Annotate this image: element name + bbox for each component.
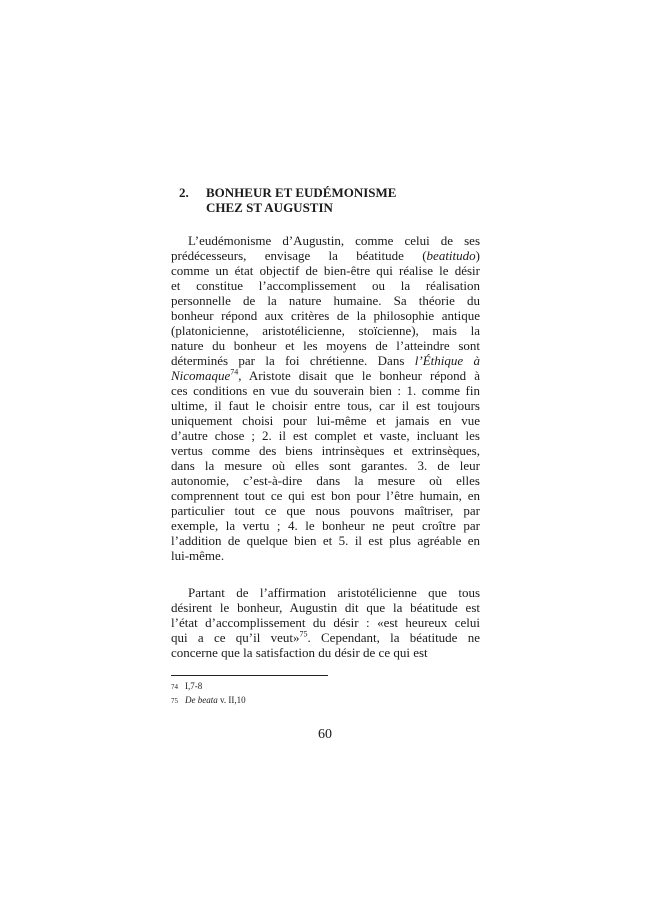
- text-segment: d’autre chose ; 2. il est complet et vaste, incluant les: [171, 428, 480, 443]
- text-line: [171, 353, 480, 368]
- text-segment: L’eudémonisme d’Augustin, comme celui de ses: [188, 233, 480, 248]
- text-line: [171, 413, 480, 428]
- text-segment: comprennent tout ce qui est bon pour l’être humain, en: [171, 488, 480, 503]
- footnote-74: [171, 680, 202, 693]
- text-line: [171, 630, 480, 645]
- text-line: [171, 323, 480, 338]
- text-segment: concerne que la satisfaction du désir de ce qui est: [171, 645, 428, 660]
- text-segment: vertus comme des biens intrinsèques et extrinsèques,: [171, 443, 480, 458]
- text-segment: . Cependant, la béatitude ne: [307, 630, 480, 645]
- heading-line-2: CHEZ ST AUGUSTIN: [206, 200, 333, 215]
- footnote-75: [171, 694, 246, 707]
- text-segment: déterminés par la foi chrétienne. Dans: [171, 353, 415, 368]
- text-segment: l’état d’accomplissement du désir : «est heureux celui: [171, 615, 480, 630]
- footnote-text: I,7-8: [185, 681, 203, 691]
- text-line: [171, 585, 480, 600]
- text-segment: autonomie, c’est-à-dire dans la mesure où elles: [171, 473, 480, 488]
- text-line: [171, 233, 480, 248]
- text-segment: prédécesseurs, envisage la béatitude (: [171, 248, 427, 263]
- text-line: [171, 383, 480, 398]
- heading-line-1: BONHEUR ET EUDÉMONISME: [206, 185, 397, 200]
- italic-text: Nicomaque: [171, 368, 231, 383]
- text-line: [171, 368, 480, 383]
- paragraph-2: [171, 585, 480, 660]
- footnote-separator: [171, 675, 328, 676]
- italic-text: l’Éthique à: [414, 353, 480, 368]
- text-segment: et constitue l’accomplissement ou la réalisation: [171, 278, 480, 293]
- text-line: [171, 600, 480, 615]
- footnote-text: v. II,10: [217, 695, 246, 705]
- text-segment: (platonicienne, aristotélicienne, stoïcienne), mais la: [171, 323, 480, 338]
- text-line: [171, 458, 480, 473]
- text-segment: l’addition de quelque bien et 5. il est plus agréable en: [171, 533, 480, 548]
- text-line: [171, 615, 480, 630]
- footnote-ref: 74: [230, 367, 239, 377]
- text-line: [171, 398, 480, 413]
- footnote-italic-text: De beata: [185, 695, 218, 705]
- page-number: 60: [318, 727, 332, 742]
- text-segment: lui-même.: [171, 548, 225, 563]
- text-line: [171, 503, 480, 518]
- text-segment: dans la mesure où elles sont garantes. 3. de leur: [171, 458, 480, 473]
- section-heading: [179, 185, 396, 215]
- text-line: [171, 533, 480, 548]
- footnote-mark: 75: [171, 697, 178, 705]
- text-segment: ultime, il faut le choisir entre tous, car il est toujours: [171, 398, 480, 413]
- text-segment: bonheur répond aux critères de la philosophie antique: [171, 308, 480, 323]
- text-line: [171, 278, 480, 293]
- footnote-ref: 75: [299, 629, 308, 639]
- text-line: [171, 473, 480, 488]
- text-segment: ): [475, 248, 480, 263]
- italic-text: beatitudo: [426, 248, 476, 263]
- text-segment: désirent le bonheur, Augustin dit que la béatitude est: [171, 600, 480, 615]
- text-line: [171, 428, 480, 443]
- text-line: [171, 645, 480, 660]
- text-line: [171, 293, 480, 308]
- text-line: [171, 488, 480, 503]
- text-segment: particulier tout ce que nous pouvons maîtriser, par: [171, 503, 480, 518]
- text-segment: nature du bonheur et les moyens de l’atteindre sont: [171, 338, 480, 353]
- section-number: 2.: [179, 185, 189, 200]
- text-segment: Partant de l’affirmation aristotélicienne que tous: [188, 585, 480, 600]
- text-line: [171, 308, 480, 323]
- text-line: [171, 548, 480, 563]
- text-line: [171, 338, 480, 353]
- text-line: [171, 518, 480, 533]
- text-line: [171, 443, 480, 458]
- text-line: [171, 248, 480, 263]
- text-segment: comme un état objectif de bien-être qui réalise le désir: [171, 263, 480, 278]
- footnote-mark: 74: [171, 683, 178, 691]
- text-segment: qui a ce qu’il veut»: [171, 630, 300, 645]
- text-segment: ces conditions en vue du souverain bien : 1. comme fin: [171, 383, 480, 398]
- paragraph-1: [171, 233, 480, 563]
- text-segment: uniquement choisi pour lui-même et jamais en vue: [171, 413, 480, 428]
- text-segment: exemple, la vertu ; 4. le bonheur ne peut croître par: [171, 518, 480, 533]
- text-segment: , Aristote disait que le bonheur répond à: [238, 368, 480, 383]
- text-segment: personnelle de la nature humaine. Sa théorie du: [171, 293, 480, 308]
- text-line: [171, 263, 480, 278]
